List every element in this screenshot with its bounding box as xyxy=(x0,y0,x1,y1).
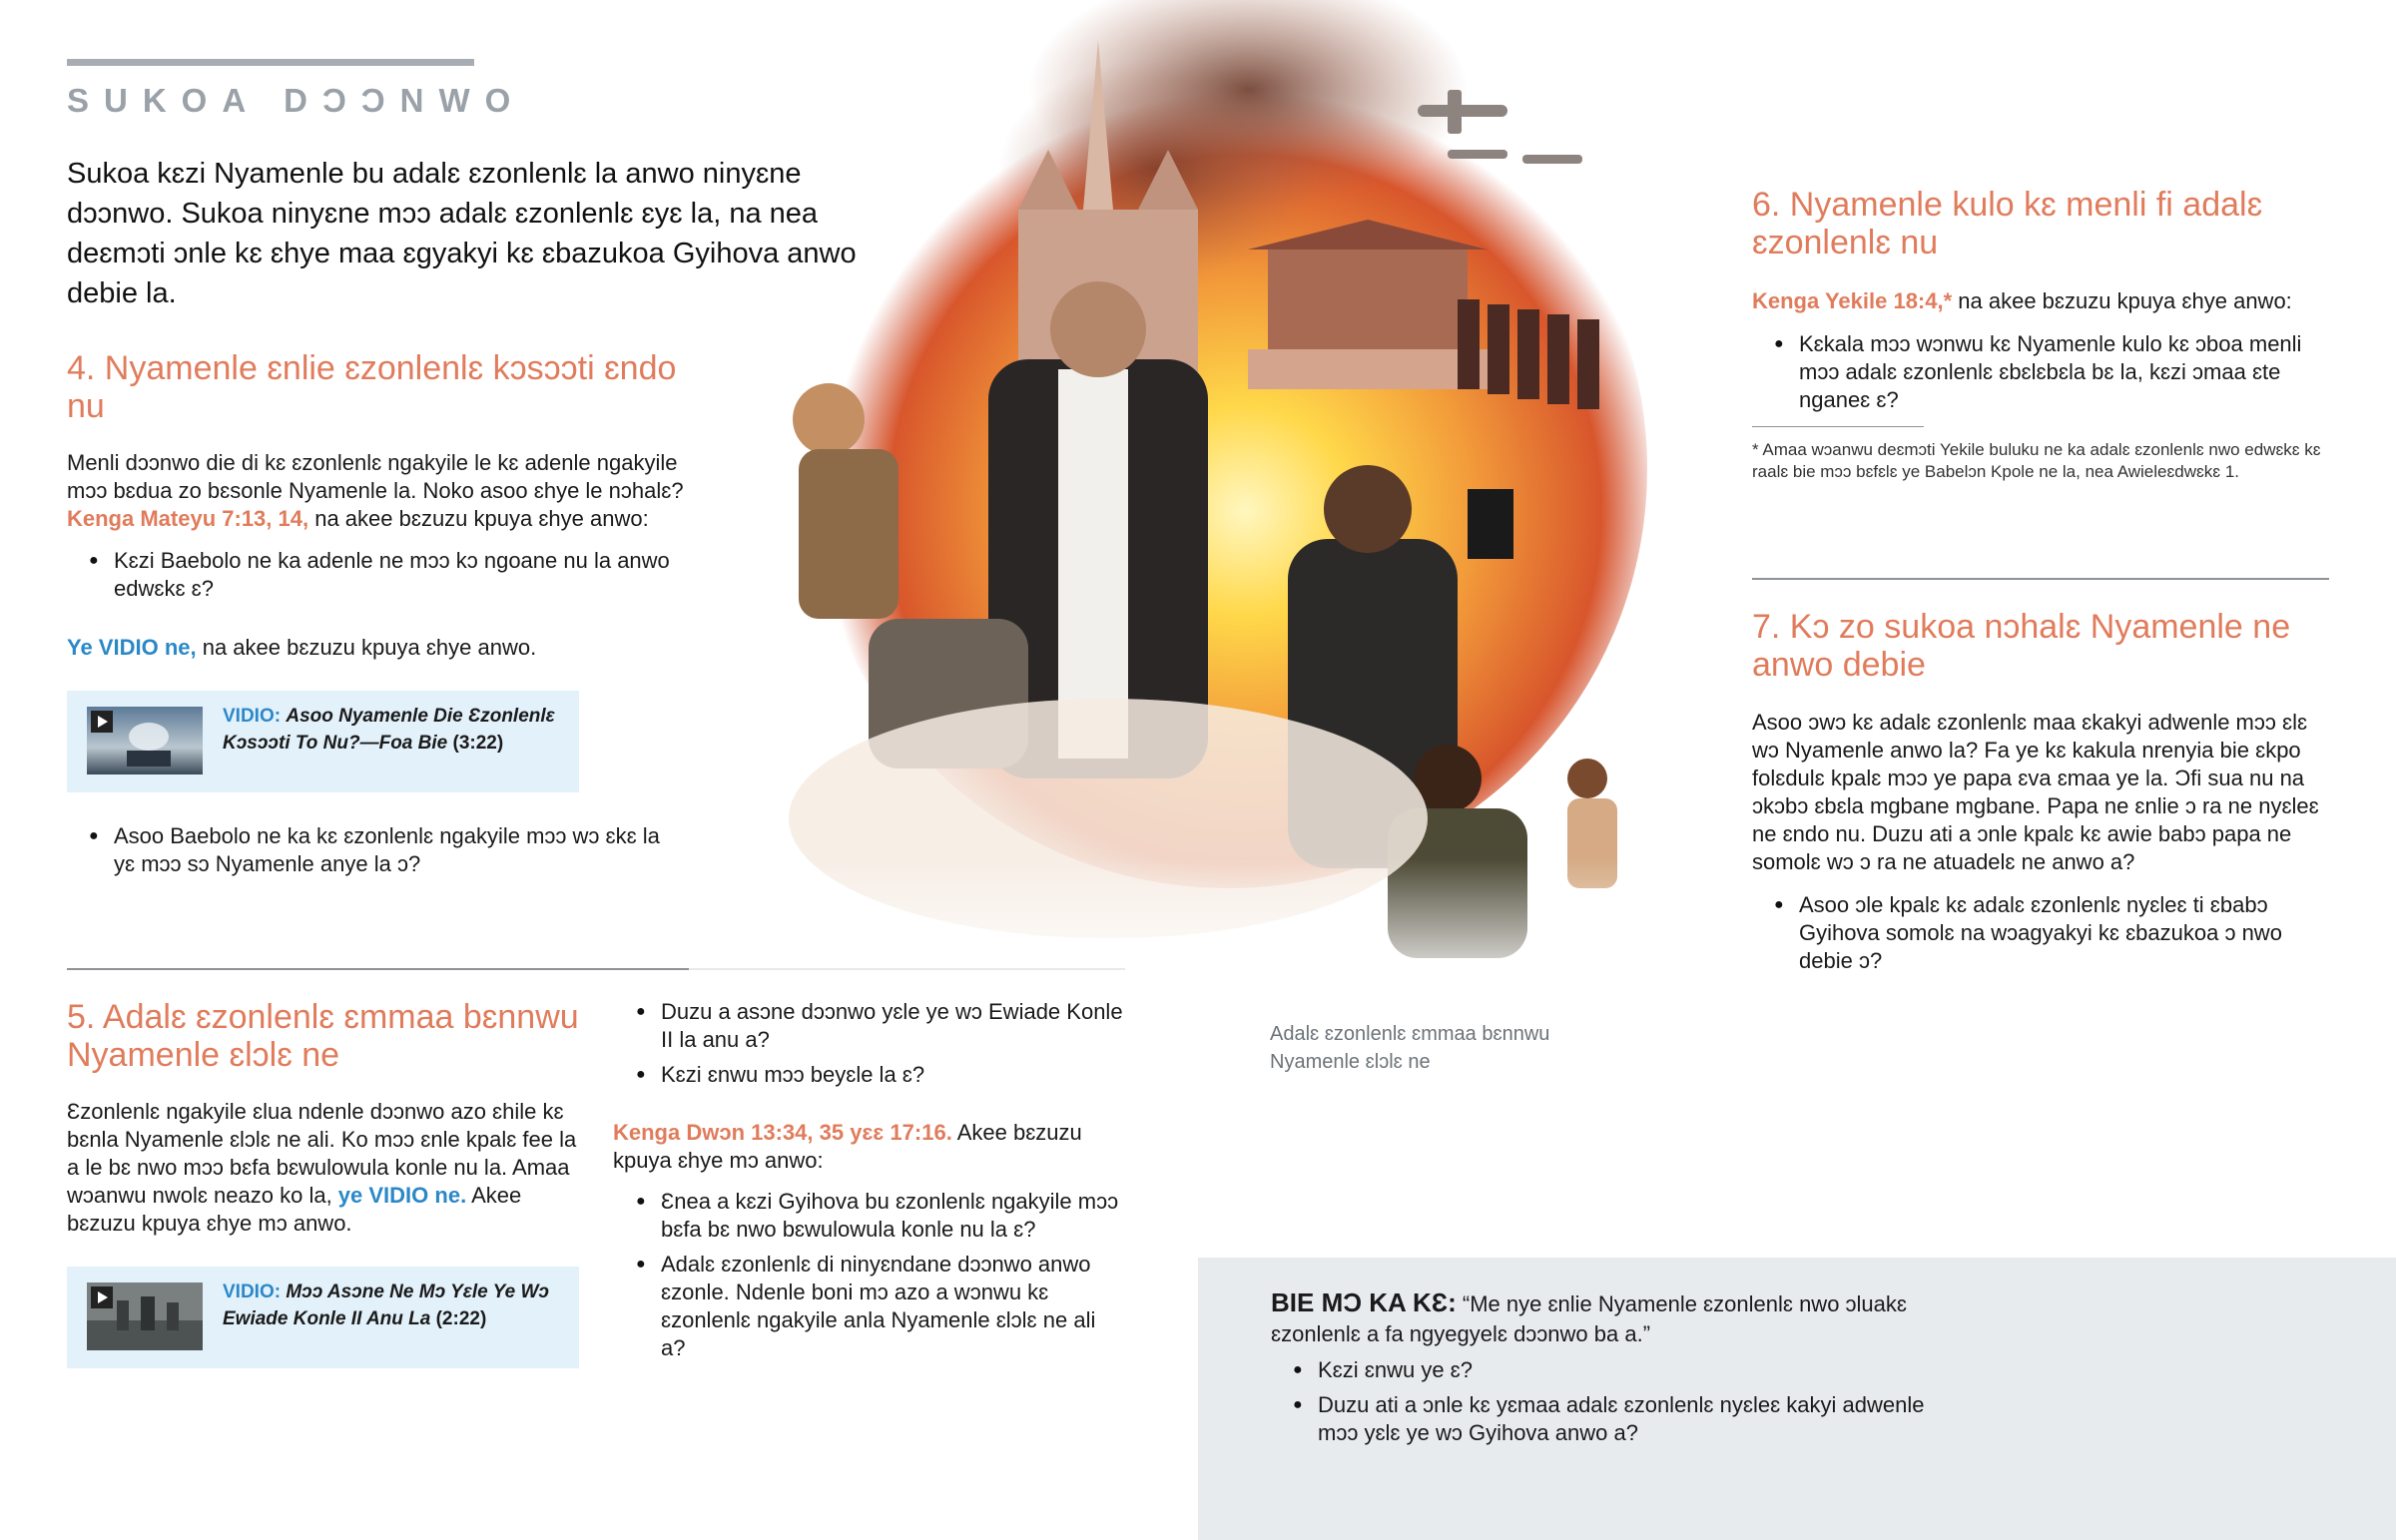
section-kicker: SUKOA DƆƆNWO xyxy=(67,82,526,119)
summary-quote xyxy=(1271,1287,1990,1349)
section-5-scripture xyxy=(613,1119,1112,1175)
central-illustration xyxy=(689,0,1737,998)
section-divider xyxy=(1752,578,2329,580)
video-thumbnail[interactable] xyxy=(87,1283,203,1350)
video-link[interactable]: ye VIDIO ne. xyxy=(337,1183,467,1208)
summary-lead-label: BIE MƆ KA KƐ: xyxy=(1271,1287,1457,1317)
section-7-body: Asoo ɔwɔ kɛ adalɛ ɛzonlenlɛ maa ɛkakyi adwenle mɔɔ ɛlɛ wɔ Nyamenle anwo la? Fa ye kɛ kakula nrenyia bie ɛkpo folɛdulɛ kpalɛ mɔɔ ye papa ɛva ɛmaa ye la. Ɔfi sua nu na ɔkɔbɔ ɛbɛla mgbane mgbane. Papa ne ɛnlie ɔ ra ne nyɛleɛ ne ɛndo nu. Duzu ati a ɔnle kpalɛ kɛ awie babɔ papa ne somolɛ wɔ ɔ ra ne atuadelɛ ne anwo a? xyxy=(1752,710,2319,874)
section-5-title: 5. Adalɛ ɛzonlenlɛ ɛmmaa bɛnnwu Nyamenle ɛlɔlɛ ne xyxy=(67,998,579,1074)
section-6-scripture xyxy=(1752,287,2331,315)
section-7-title: 7. Kɔ zo sukoa nɔhalɛ Nyamenle ne anwo debie xyxy=(1752,608,2291,684)
summary-questions xyxy=(1271,1356,1970,1454)
section-5-questions-2 xyxy=(614,1188,1123,1369)
scripture-tail: na akee bɛzuzu kpuya ɛhye anwo: xyxy=(308,506,649,531)
scripture-tail: na akee bɛzuzu kpuya ɛhye anwo: xyxy=(1952,288,2292,313)
scripture-tail: Akee bɛzuzu kpuya ɛhye mɔ anwo: xyxy=(613,1120,1082,1173)
section-6-questions xyxy=(1752,330,2341,421)
scripture-link-dwon[interactable]: Kenga Dwɔn 13:34, 35 yɛɛ 17:16. xyxy=(613,1120,952,1145)
summary-quote-text: “Me nye ɛnlie Nyamenle ɛzonlenlɛ nwo ɔluakɛ ɛzonlenlɛ a fa ngyegyelɛ dɔɔnwo ba a.” xyxy=(1271,1291,1907,1346)
video-prompt-tail: na akee bɛzuzu kpuya ɛhye anwo. xyxy=(196,635,537,660)
section-5-body xyxy=(67,1098,586,1238)
section-4-paragraph: Menli dɔɔnwo die di kɛ ɛzonlenlɛ ngakyile le kɛ adenle ngakyile mɔɔ bɛdua zo bɛsonle Nyamenle la. Noko asoo ɛhye le nɔhalɛ? xyxy=(67,450,684,503)
intro-paragraph: Sukoa kɛzi Nyamenle bu adalɛ ɛzonlenlɛ la anwo ninyɛne dɔɔnwo. Sukoa ninyɛne mɔɔ adalɛ ɛzonlenlɛ ɛyɛ la, na nea deɛmɔti ɔnle kɛ ɛhye maa ɛgyakyi kɛ ɛbazukoa Gyihova anwo debie la. xyxy=(67,158,857,309)
scripture-link-mateyu[interactable]: Kenga Mateyu 7:13, 14, xyxy=(67,506,309,531)
question-item: ● Kɛzi ɛnwu mɔɔ beyɛle la ɛ? xyxy=(661,1061,1123,1089)
section-5-questions-1 xyxy=(614,998,1123,1096)
section-5 xyxy=(67,998,586,1074)
footnote-rule xyxy=(1752,426,1924,427)
video-label: VIDIO: xyxy=(223,1282,282,1302)
section-7 xyxy=(1752,608,2311,684)
question-item: ● Asoo ɔle kpalɛ kɛ adalɛ ɛzonlenlɛ nyɛleɛ ti ɛbabɔ Gyihova somolɛ na wɔagyakyi kɛ ɛbazukoa ɔ nwo debie ɔ? xyxy=(1799,891,2341,975)
section-4-questions-2 xyxy=(67,822,666,885)
video-card-text xyxy=(223,1279,582,1332)
question-item: ● Kɛzi Baebolo ne ka adenle ne mɔɔ kɔ ngoane nu la anwo edwɛkɛ ɛ? xyxy=(114,547,706,603)
video-link[interactable]: Ye VIDIO ne, xyxy=(67,635,197,660)
video-thumbnail[interactable] xyxy=(87,707,203,774)
question-item: ● Duzu ati a ɔnle kɛ yɛmaa adalɛ ɛzonlenlɛ nyɛleɛ kakyi adwenle mɔɔ yɛlɛ ye wɔ Gyihova anwo a? xyxy=(1318,1391,1970,1447)
section-5-paragraph: Ɛzonlenlɛ ngakyile ɛlua ndenle dɔɔnwo azo ɛhile kɛ bɛnla Nyamenle ɛlɔlɛ ne ali. Ko mɔɔ ɛnle kpalɛ fee la a le bɛ nwo mɔɔ bɛfa bɛwulowula konle nu la. Amaa wɔanwu nwolɛ neazo ko la, xyxy=(67,1099,577,1208)
section-6 xyxy=(1752,186,2311,261)
question-item: ● Ɛnea a kɛzi Gyihova bu ɛzonlenlɛ ngakyile mɔɔ bɛfa bɛ nwo bɛwulowula konle nu la ɛ? xyxy=(661,1188,1123,1244)
header-rule xyxy=(67,59,474,66)
question-item: ● Asoo Baebolo ne ka kɛ ɛzonlenlɛ ngakyile mɔɔ wɔ ɛkɛ la yɛ mɔɔ sɔ Nyamenle anye la ɔ? xyxy=(114,822,666,878)
section-4-title: 4. Nyamenle ɛnlie ɛzonlenlɛ kɔsɔɔti ɛndo nu xyxy=(67,349,677,425)
section-4 xyxy=(67,349,706,425)
section-4-video-prompt xyxy=(67,634,716,662)
footnote: * Amaa wɔanwu deɛmɔti Yekile buluku ne ka adalɛ ɛzonlenlɛ nwo edwɛkɛ kɛ raalɛ bie mɔɔ bɛfɛlɛ ye Babelɔn Kpole ne la, nea Awieleɛdwɛkɛ 1. xyxy=(1752,440,2321,481)
video-duration: (3:22) xyxy=(452,733,504,754)
question-item: ● Duzu a asɔne dɔɔnwo yɛle ye wɔ Ewiade Konle II la anu a? xyxy=(661,998,1123,1054)
section-4-questions-1 xyxy=(67,547,706,610)
section-7-questions xyxy=(1752,891,2341,982)
scripture-link-yekile[interactable]: Kenga Yekile 18:4,* xyxy=(1752,288,1953,313)
video-label: VIDIO: xyxy=(223,706,282,727)
summary-box xyxy=(1198,1258,2396,1540)
question-item: ● Kɛkala mɔɔ wɔnwu kɛ Nyamenle kulo kɛ ɔboa menli mɔɔ adalɛ ɛzonlenlɛ ɛbɛlɛbɛla bɛ la, kɛzi ɔmaa ɛte nganeɛ ɛ? xyxy=(1799,330,2341,414)
video-card-1[interactable] xyxy=(67,691,579,792)
illustration-caption: Adalɛ ɛzonlenlɛ ɛmmaa bɛnnwu Nyamenle ɛlɔlɛ ne xyxy=(1270,1023,1550,1073)
question-item: ● Kɛzi ɛnwu ye ɛ? xyxy=(1318,1356,1970,1384)
section-6-title: 6. Nyamenle kulo kɛ menli fi adalɛ ɛzonlenlɛ nu xyxy=(1752,186,2263,261)
section-4-body xyxy=(67,449,716,533)
video-title[interactable]: Mɔɔ Asɔne Ne Mɔ Yɛle Ye Wɔ Ewiade Konle II Anu La xyxy=(223,1282,549,1329)
video-card-text xyxy=(223,703,582,757)
video-title[interactable]: Asoo Nyamenle Die Ɛzonlenlɛ Kɔsɔɔti To Nu?—Foa Bie xyxy=(223,706,555,754)
video-card-2[interactable] xyxy=(67,1267,579,1368)
section-5-paragraph-tail: Akee bɛzuzu kpuya ɛhye mɔ anwo. xyxy=(67,1183,522,1236)
video-duration: (2:22) xyxy=(435,1308,487,1329)
question-item: ● Adalɛ ɛzonlenlɛ di ninyɛndane dɔɔnwo anwo ɛzonle. Ndenle boni mɔ azo a wɔnwu kɛ ɛzonlenlɛ ngakyile anla Nyamenle ɛlɔlɛ ne ali a? xyxy=(661,1251,1123,1362)
